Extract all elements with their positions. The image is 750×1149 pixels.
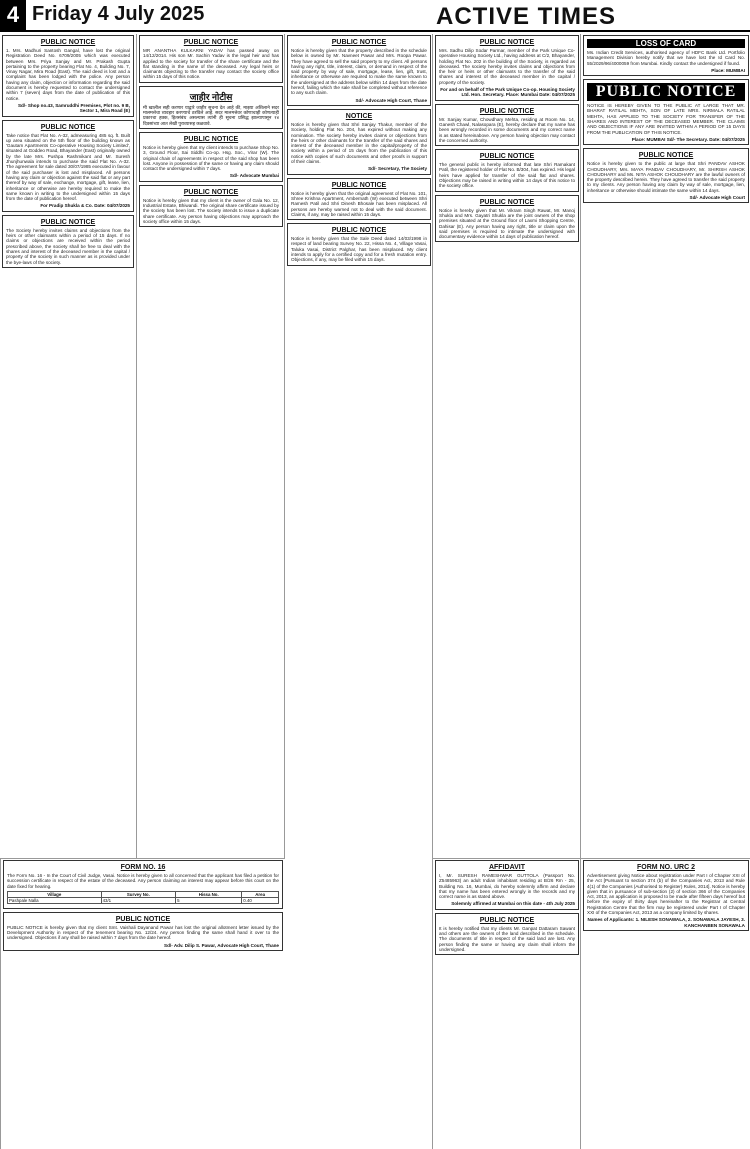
notice-park-unique — [435, 35, 579, 101]
notice-body: MR ANANTHA KULKARNI YADAV has passed away on 14/12/2014. His son Mr. Sachin Yadav is the legal heir and has applied to the society for transfer of the share certificate and the flat standing in the name of the deceased. Any legal heirs or claimants objecting to the transfer may contact the society office within 15 days of this notice. — [143, 48, 279, 80]
table-cell: Pashpale Nalla — [8, 897, 102, 903]
notice-signature: Solemnly affirmed at Mumbai on this date - 4th July 2025 — [451, 901, 575, 907]
notice-member-expired — [287, 109, 431, 175]
notice-body: Notice is hereby given that Shri Sanjay Thakur, member of the Society, holding Flat No. 204, has expired without making any nomination. The society hereby invites claims or objections from the heirs or other claimants for the transfer of the said shares and interest of the deceased member in the capital/property of the society within a period of 15 days from the publication of this notice with copies of such documents and other proofs in support of their claims. — [291, 121, 427, 165]
notice-body: Notice is hereby given that Mr. Vikram Singh Rawat, Mr. Manoj Shukla and Mrs. Gayatri Shukla are the joint owners of the shop premises situated at the Ground floor of Laxmi Shopping Centre, Dahisar (E). Any person having any right, title or claim upon the said premises is required to intimate the undersigned with documentary evidence within 14 days of publication hereof. — [439, 207, 575, 240]
notice-title: PUBLIC NOTICE — [183, 135, 239, 143]
notice-body: मी खालील सही करणार याद्वारे जाहीर सूचना देत आहे की, माझ्या अशिलाने सदर मालमत्तेचा व्यवहार करण्याचे ठरविले आहे. सदर मालमत्तेवर कोणाचाही कोणत्याही प्रकारचा हक्क, हितसंबंध असल्यास त्यांनी ही सूचना प्रसिद्ध झाल्यापासून १४ दिवसांच्या आत लेखी पुराव्यासह कळवावे. — [143, 104, 279, 126]
notice-title: PUBLIC NOTICE — [331, 227, 387, 235]
notice-body: Notice is hereby given to the public at large that Shri PANDAV ASHOK CHOUDHARY, Mrs. MAYA PANDAV CHOUDHARY, Mr. SHIRISH ASHOK CHOUDHARY and Ms. NITA ASHOK CHOUDHARY are the lawful owners of the property described herein. They have agreed to transfer the said property to my clients. Any person having any claim by way of sale, mortgage, lien, inheritance or otherwise should intimate the same within 14 days. — [587, 161, 745, 193]
notice-body: Take notice that Flat No. A-32, admeasuring 485 sq. ft. Built up area situated on the 5th floor of the building known as 'Gautam Apartments Co-operative Housing Society Limited', situated at Goddeo Road, Bhayander (East) originally owned by the late Mrs. Pushpa Rashmikant and Mr. Suresh Jhunjhunwala intends to purchase the said Flat No. A-32. The agreement for sale dated 30/07/1985 executed in favour of the said purchaser is lost and misplaced. All persons having any claim or objection against the said flat or any part thereof by way of sale, exchange, mortgage, gift, lease, lien, inheritance or otherwise are hereby required to make the same known in writing to the undersigned within 15 days from the date of publication hereof. — [6, 132, 130, 202]
notice-public-big — [583, 79, 749, 145]
table-cell: 5 — [176, 897, 242, 903]
notice-signature: Sd/- Advocate High Court — [689, 195, 745, 201]
notice-title: PUBLIC NOTICE — [40, 218, 96, 226]
notice-title: AFFIDAVIT — [488, 864, 526, 871]
table-header-cell: Area — [242, 891, 279, 897]
notice-body: Notice is hereby given that my client is the owner of Gala No. 12, Industrial Estate, Bhiwandi. The original share certificate issued by the society has been lost. The society intends to issue a duplicate share certificate. Any person having objections may approach the society office within 15 days. — [143, 197, 279, 224]
notices-page — [0, 34, 750, 1148]
notice-title: PUBLIC NOTICE — [479, 198, 535, 206]
notice-title: PUBLIC NOTICE — [479, 916, 535, 924]
notice-body: It is hereby notified that my clients Mr. Ganpat Dattaram Sawant and others are the owners of the land described in the schedule. The documents of title in respect of the said land are lost. Any person finding the same or having any claim shall inform the undersigned. — [439, 925, 575, 952]
notice-owner-lost-docs — [435, 913, 579, 955]
issue-date: Friday 4 July 2025 — [32, 3, 205, 25]
notice-signature: Place: MUMBAI — [711, 67, 745, 73]
bottom-mid-block — [432, 858, 581, 1149]
notice-title: LOSS OF CARD — [587, 39, 745, 48]
notice-property-sale — [287, 35, 431, 106]
notice-title: PUBLIC NOTICE — [40, 39, 96, 46]
notice-form-urc2 — [583, 860, 749, 931]
notice-lost-deed — [2, 35, 134, 117]
notice-body: I, Mr. SURESH RAMESHWAR GUTTOLA (Passport No. Z5485963) an adult Indian inhabitant residing at B/26 Rm - 25, Building No. 16, Mumbai, do hereby solemnly affirm and declare that my name has been entered wrongly in the records and my correct name is as stated above. — [439, 873, 575, 900]
notice-title: PUBLIC NOTICE — [479, 107, 535, 115]
bottom-left-block — [0, 858, 285, 1149]
notice-body: The general public is hereby informed that late Shri Ramakant Patil, the registered holder of Flat No. B/304, has expired. His legal heirs have applied for transfer of the said flat and shares. Objections may be raised in writing within 14 days of this notice to the society office. — [439, 162, 575, 189]
notice-body: Notice is hereby given that my client intends to purchase Shop No. 3, Ground Floor, Sai Siddhi Co-op. Hsg. Soc., Virar (W). The original chain of agreements in respect of the said shop has been lost. Anyone in possession of the same or having any claim should contact the undersigned within 7 days. — [143, 144, 279, 172]
notice-title: जाहीर नोटीस — [189, 91, 233, 102]
notice-body: Mrs. Sadhu Dilip Sodar Parmar, member of the Park Unique Co-operative Housing Society Ltd., having address at C/2, Bhayander, holding Flat No. 202 in the building of the Society, is regarded as deceased. The society hereby invites claims and objections from the heir or heirs or other claimants to the transfer of the said shares and interest of the deceased member in the capital / property of the society. — [439, 48, 575, 85]
notice-title: PUBLIC NOTICE — [587, 83, 745, 101]
notice-shop-purchase — [139, 132, 283, 182]
notice-sale-deed — [287, 223, 431, 265]
notice-title: FORM NO. 16 — [120, 864, 166, 871]
notice-title: FORM NO. URC 2 — [637, 864, 695, 871]
notice-form-16 — [3, 860, 283, 909]
notice-legal-heir — [139, 35, 283, 83]
notice-signature: Sd/- Advocate High Court, Thane — [355, 97, 427, 103]
notice-society-transfer — [2, 215, 134, 268]
notice-title: PUBLIC NOTICE — [479, 39, 535, 46]
notice-title: PUBLIC NOTICE — [40, 123, 96, 131]
notice-title: PUBLIC NOTICE — [331, 181, 387, 189]
notice-signature: Sd/- Shop no.43, Samruddhi Premises, Plot no. 9 B, Sector 1, Mira Road (E) — [17, 102, 130, 114]
notice-heirs — [435, 149, 579, 191]
notice-signature: Sd/- Advocate Mumbai — [229, 173, 279, 179]
notice-body: Notice is hereby given that the Sale Deed dated 14/03/1998 in respect of land bearing Survey No. 22, Hissa No. 4, Village Vasai, Taluka Vasai, District Palghar, has been misplaced. My client intends to apply for a certified copy and for a fresh mutation entry. Objections, if any, may be filed within 15 days. — [291, 236, 427, 263]
schedule-table — [7, 891, 279, 904]
notice-body: Mr. Sanjay Kumar, Chowdhary Mehta, residing at Room No. 14, Ganesh Chawl, Nalasopara (E), hereby declare that my name has been wrongly recorded in some documents and my correct name is as stated hereinabove. Any person having objection may contact the concerned authority. — [439, 116, 575, 143]
notice-loss-of-card — [583, 35, 749, 76]
notice-body: Ms. Indian Credit Services, authorised agency of HDFC Bank Ltd. Portfolio Management Division hereby notify that we have lost the Id Card No. 55/2029/96/4000059 from Mumbai. Kindly contact the undersigned if found. — [587, 50, 745, 66]
notice-lost-agreement — [287, 178, 431, 220]
column-3 — [284, 34, 433, 1148]
table-header-cell: Village — [8, 891, 102, 897]
notice-signature: Place: MUMBAI Sd/- The Secretary. Date: 04/07/2025 — [631, 136, 745, 142]
notice-signature: For and on behalf of The Park Unique Co-op. Housing Society Ltd. Hon. Secretary. Place: Mumbai Date: 04/07/2025 — [440, 87, 575, 98]
notice-signature: Names of Applicants: 1. NILESH SONAWALA, 2. SONAWALA JAYESH, 3. KANCHANBEN SONAWALA — [587, 917, 745, 928]
bottom-right-block — [580, 858, 750, 1149]
notice-title: NOTICE — [345, 112, 373, 120]
notice-gala-share — [139, 185, 283, 227]
notice-signature: Sd/- Adv. Dilip S. Pawar, Advocate High Court, Thane — [164, 942, 279, 948]
notice-shop-owners — [435, 195, 579, 243]
notice-allotment-letter — [3, 912, 283, 951]
notice-title: PUBLIC NOTICE — [331, 39, 387, 46]
notice-marathi — [139, 86, 283, 129]
page-number: 4 — [0, 0, 26, 30]
notice-body: NOTICE IS HEREBY GIVEN TO THE PUBLIC AT LARGE THAT MR. BHARAT RATILAL MEHTA, SON OF LATE MRS. NIRMALA RATILAL MEHTA, HAS APPLIED TO THE SOCIETY FOR TRANSFER OF THE SHARES AND INTEREST OF THE DECEASED MEMBER. THE CLAIMS AND OBJECTIONS IF ANY ARE INVITED WITHIN A PERIOD OF 15 DAYS FROM THE PUBLICATION OF THIS NOTICE. — [587, 103, 745, 135]
notice-body: The Society hereby invites claims and objections from the heirs or other claimants within a period of 15 days. If no claims or objections are received within the period prescribed above, the society shall be free to deal with the shares and interest of the deceased member in the capital / property of the society in such manner as is provided under the bye-laws of the society. — [6, 227, 130, 265]
notice-name-change — [435, 104, 579, 146]
notice-body: PUBLIC NOTICE is hereby given that my client Smt. Vaishali Dayanand Pawar has lost the original allotment letter issued by the Development Authority in respect of the tenement bearing No. 12/24. Any person finding the same shall hand it over to the undersigned. Objections if any shall be raised within 7 days from the date hereof. — [7, 924, 279, 941]
masthead-title: ACTIVE TIMES — [436, 3, 617, 30]
notice-affidavit — [435, 860, 579, 910]
notice-signature: Sd/- Secretary, The Society — [368, 166, 427, 172]
notice-title: PUBLIC NOTICE — [115, 915, 171, 923]
notice-signature: For Pradip Shukla & Co. Date: 04/07/2025 — [40, 203, 130, 209]
table-header-cell: Hissa No. — [176, 891, 242, 897]
notice-title: PUBLIC NOTICE — [183, 188, 239, 196]
notice-body: 1. Mrs. Madhuri Santosh Gangal, have lost the original Registration Deed No. 6709/2005 which was executed between Mrs. Priya Sanjay and Mr. Prakash Gupta pertaining to the property bearing Flat No. 4, Building No. 7, Vinay Nagar, Mira Road (East). The said deed is lost and a complaint has been lodged with the police. Any person having any claim, objection or information regarding the said document is hereby requested to contact the undersigned within 7 (seven) days from the date of publication of this notice. — [6, 48, 130, 101]
notice-body: Notice is hereby given that the original agreement of Flat No. 101, Shree Krishna Apartment, Ambernath (W) executed between Shri Ramesh Patil and Shri Dinesh Bhosale has been misplaced. All persons are hereby warned not to deal with the said document. Claims, if any, may be raised within 15 days. — [291, 190, 427, 217]
table-row — [8, 897, 279, 903]
table-header-cell: Survey No. — [101, 891, 176, 897]
notice-body: Notice is hereby given that the property described in the schedule below is owned by Mr. Navneet Pawar and Mrs. Roopa Pawar. They have agreed to sell the said property to my client. All persons having any right, title, interest, claim, or demand in respect of the said property by way of sale, mortgage, lease, lien, gift, trust, inheritance or otherwise are required to make the same known to the undersigned at the address below within 14 days from the date hereof, failing which the sale shall be completed without reference to any such claim. — [291, 48, 427, 96]
notice-flat-purchase — [2, 120, 134, 212]
notice-body: The Form No. 16 - In the Court of Civil Judge, Vasai. Notice is hereby given to all concerned that the applicant has filed a petition for succession certificate in respect of the estate of the deceased. Any person claiming an interest may appear before this court on the date fixed for hearing. — [7, 873, 279, 889]
notice-title: PUBLIC NOTICE — [183, 39, 239, 46]
table-cell: 0.40 — [242, 897, 279, 903]
notice-body: Advertisement giving Notice about registration under Part I of Chapter XXI of the Act [Pursuant to section 374 (b) of the Companies Act, 2013 and Rule 4(1) of the Companies (Authorised to Register) Rules, 2014]. Notice is hereby given that in pursuance of sub-section (2) of section 366 of the Companies Act, 2013, an application is proposed to be made after fifteen days hereof but before the expiry of thirty days hereinafter to the Registrar at Central Registration Centre that the firm may be registered under Part I of Chapter XXI of the Companies Act, 2013 as a company limited by shares. — [587, 873, 745, 916]
notice-title: PUBLIC NOTICE — [479, 153, 535, 161]
notice-title: PUBLIC NOTICE — [638, 152, 694, 160]
notice-choudhary — [583, 148, 749, 203]
table-cell: 43/1 — [101, 897, 176, 903]
page-header — [0, 0, 750, 32]
